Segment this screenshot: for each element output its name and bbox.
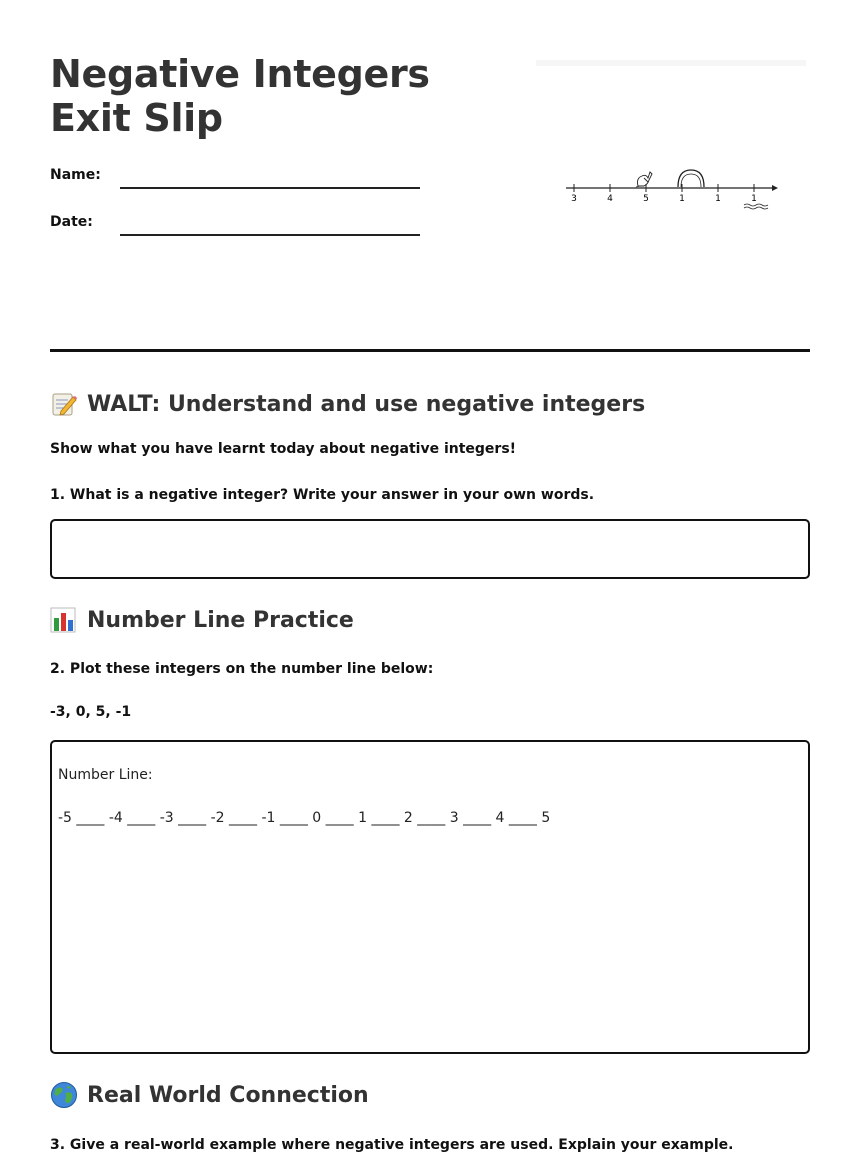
illustration-arrow xyxy=(772,185,778,191)
water-waves-icon xyxy=(744,204,768,209)
bar-chart-icon xyxy=(50,606,78,634)
date-field[interactable] xyxy=(120,234,420,236)
number-line-heading-text: Number Line Practice xyxy=(87,607,354,633)
name-field[interactable] xyxy=(120,187,420,189)
kangaroo-icon xyxy=(636,172,652,187)
number-line-text: -5 ____ -4 ____ -3 ____ -2 ____ -1 ____ 0 ____ 1 ____ 2 ____ 3 ____ 4 ____ 5 xyxy=(58,810,551,826)
number-line-heading xyxy=(50,605,354,635)
question-2: 2. Plot these integers on the number line below: xyxy=(50,661,434,677)
illustration-tick-label: 1 xyxy=(679,194,685,204)
walt-intro: Show what you have learnt today about negative integers! xyxy=(50,441,517,457)
real-world-heading xyxy=(50,1080,369,1110)
plot-values: -3, 0, 5, -1 xyxy=(50,704,132,720)
globe-icon xyxy=(50,1081,78,1109)
faint-banner xyxy=(536,60,806,66)
number-line-box-label: Number Line: xyxy=(58,767,153,783)
illustration-tick-label: 1 xyxy=(715,194,721,204)
illustration-tick-label: 5 xyxy=(643,194,649,204)
walt-heading xyxy=(50,389,645,419)
answer-box-1[interactable] xyxy=(50,519,810,579)
date-label: Date: xyxy=(50,214,93,230)
number-line-illustration xyxy=(536,150,786,230)
illustration-tick-label: 1 xyxy=(751,194,757,204)
name-label: Name: xyxy=(50,167,101,183)
section-divider xyxy=(50,349,810,352)
real-world-heading-text: Real World Connection xyxy=(87,1082,369,1108)
illustration-tick-label: 4 xyxy=(607,194,613,204)
illustration-tick-label: 3 xyxy=(571,194,577,204)
page-title: Negative Integers Exit Slip xyxy=(50,52,430,140)
walt-heading-text: WALT: Understand and use negative integers xyxy=(87,391,646,417)
memo-pencil-icon xyxy=(50,390,78,418)
number-line-box[interactable] xyxy=(50,740,810,1054)
question-1: 1. What is a negative integer? Write your answer in your own words. xyxy=(50,487,595,503)
question-3: 3. Give a real-world example where negative integers are used. Explain your example. xyxy=(50,1137,734,1153)
